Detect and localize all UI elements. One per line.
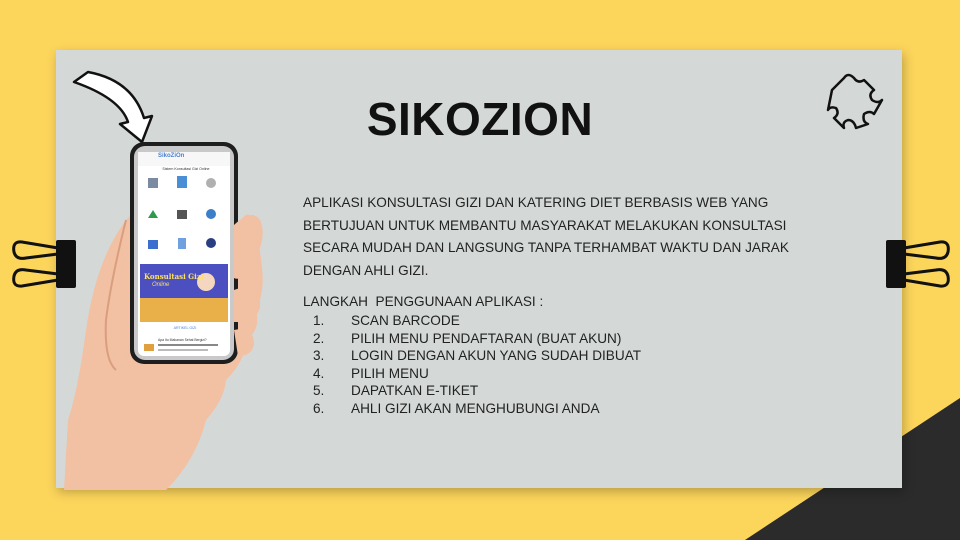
step-text: DAPATKAN E-TIKET bbox=[351, 383, 479, 399]
step-text: AHLI GIZI AKAN MENGHUBUNGI ANDA bbox=[351, 400, 600, 416]
article-title: Apa Itu Makanan Sehat Bergizi? bbox=[158, 338, 207, 342]
article-section: ARTIKEL GIZI bbox=[173, 326, 197, 330]
list-item bbox=[303, 400, 641, 418]
binder-clip-right-icon bbox=[884, 238, 954, 290]
list-item bbox=[303, 312, 641, 330]
banner-subtitle: Online bbox=[152, 282, 170, 288]
banner-title: Konsultasi Gizi bbox=[144, 272, 204, 281]
description-line: APLIKASI KONSULTASI GIZI DAN KATERING DIET BERBASIS WEB YANG bbox=[303, 195, 769, 210]
step-text: PILIH MENU PENDAFTARAN (BUAT AKUN) bbox=[351, 330, 622, 346]
list-item bbox=[303, 382, 641, 400]
step-number: 4. bbox=[313, 365, 325, 381]
step-number: 1. bbox=[313, 313, 325, 328]
page-title: SIKOZION bbox=[366, 93, 594, 145]
description bbox=[303, 192, 843, 282]
step-text: LOGIN DENGAN AKUN YANG SUDAH DIBUAT bbox=[351, 348, 642, 364]
step-number: 3. bbox=[313, 348, 325, 364]
list-item bbox=[303, 365, 641, 383]
app-logo: SikoZiOn bbox=[158, 153, 185, 159]
list-item bbox=[303, 347, 641, 365]
step-number: 5. bbox=[313, 383, 325, 399]
step-text: PILIH MENU bbox=[351, 365, 429, 381]
steps-heading: LANGKAH PENGGUNAAN APLIKASI : bbox=[303, 294, 544, 309]
steps-list bbox=[303, 312, 641, 418]
list-item bbox=[303, 330, 641, 348]
description-line: SECARA MUDAH DAN LANGSUNG TANPA TERHAMBAT WAKTU DAN JARAK bbox=[303, 240, 789, 255]
description-line: DENGAN AHLI GIZI. bbox=[303, 262, 429, 278]
step-number: 6. bbox=[313, 400, 325, 416]
puzzle-piece-icon bbox=[826, 70, 884, 132]
description-line: BERTUJUAN UNTUK MEMBANTU MASYARAKAT MELAKUKAN KONSULTASI bbox=[303, 217, 787, 233]
step-text: SCAN BARCODE bbox=[351, 313, 460, 328]
app-header: Sistem Konsultasi Gizi Online bbox=[162, 167, 210, 171]
step-number: 2. bbox=[313, 330, 325, 346]
